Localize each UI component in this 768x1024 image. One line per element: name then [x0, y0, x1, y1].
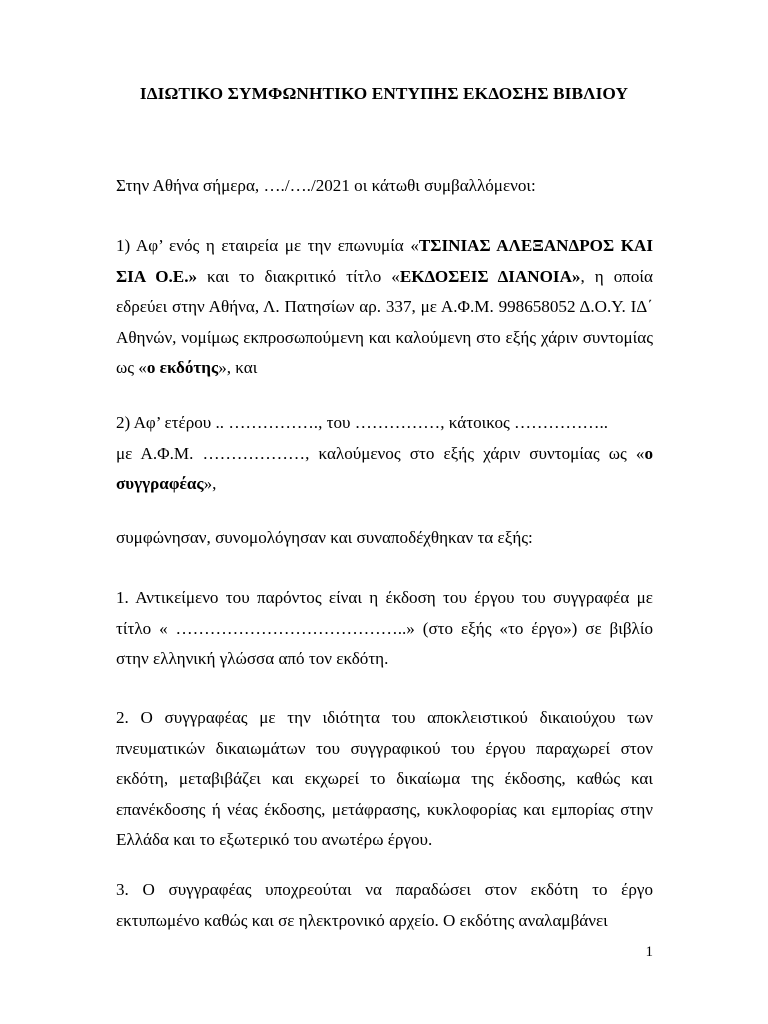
- clause-2: 2. Ο συγγραφέας με την ιδιότητα του αποκλειστικού δικαιούχου των πνευματικών δικαιωμάτων του συγγραφικού του έργου παραχωρεί στον εκδότη, μεταβιβάζει και εκχωρεί το δικαίωμα της έκδοσης, καθώς και επανέκδοσης ή νέας έκδοσης, μετάφρασης, κυκλοφορίας και εμπορίας στην Ελλάδα και το εξωτερικό του ανωτέρω έργου.: [116, 708, 653, 850]
- party-two-text-3: »,: [203, 474, 217, 494]
- company-name: ΤΣΙΝΙΑΣ ΑΛΕΞΑΝΔΡΟΣ ΚΑΙ ΣΙΑ Ο.Ε.»: [116, 236, 653, 286]
- party-two-paragraph: [116, 408, 653, 500]
- party-one-text-1: 1) Αφ’ ενός η εταιρεία με την επωνυμία «: [116, 236, 419, 255]
- party-two-line-1: 2) Αφ’ ετέρου .. ……………., του ……………, κάτοικος ……………..: [116, 413, 609, 432]
- document-title: ΙΔΙΩΤΙΚΟ ΣΥΜΦΩΝΗΤΙΚΟ ΕΝΤΥΠΗΣ ΕΚΔΟΣΗΣ ΒΙΒΛΙΟΥ: [139, 84, 629, 103]
- page-number: 1: [645, 944, 653, 960]
- author-role: ο συγγραφέας: [116, 443, 653, 494]
- agreement-paragraph: συμφώνησαν, συνομολόγησαν και συναποδέχθηκαν τα εξής:: [116, 528, 533, 547]
- brand-name: ΕΚΔΟΣΕΙΣ ΔΙΑΝΟΙΑ»: [399, 266, 581, 286]
- party-one-text-4: », και: [218, 358, 258, 378]
- clause-1: 1. Αντικείμενο του παρόντος είναι η έκδοση του έργου του συγγραφέα με τίτλο « …………………………………..» (στο εξής «το έργο») σε βιβλίο στην ελληνική γλώσσα από τον εκδότη.: [116, 588, 653, 669]
- party-two-text-2: με Α.Φ.Μ. ………………, καλούμενος στο εξής χάριν συντομίας ως «: [116, 443, 645, 463]
- publisher-role: ο εκδότης: [146, 358, 219, 378]
- party-one-paragraph: [116, 231, 653, 384]
- party-one-text-3: , η οποία εδρεύει στην Αθήνα, Λ. Πατησίων αρ. 337, με Α.Φ.Μ. 998658052 Δ.Ο.Υ. ΙΔ΄ Αθηνών, νομίμως εκπροσωπούμενη και καλούμενη στο εξής χάριν συντομίας ως «: [116, 266, 653, 378]
- intro-paragraph: Στην Αθήνα σήμερα, …./…./2021 οι κάτωθι συμβαλλόμενοι:: [116, 176, 536, 195]
- clause-3: 3. Ο συγγραφέας υποχρεούται να παραδώσει στον εκδότη το έργο εκτυπωμένο καθώς και σε ηλεκτρονικό αρχείο. Ο εκδότης αναλαμβάνει: [116, 880, 653, 930]
- party-one-text-2: και το διακριτικό τίτλο «: [197, 266, 400, 286]
